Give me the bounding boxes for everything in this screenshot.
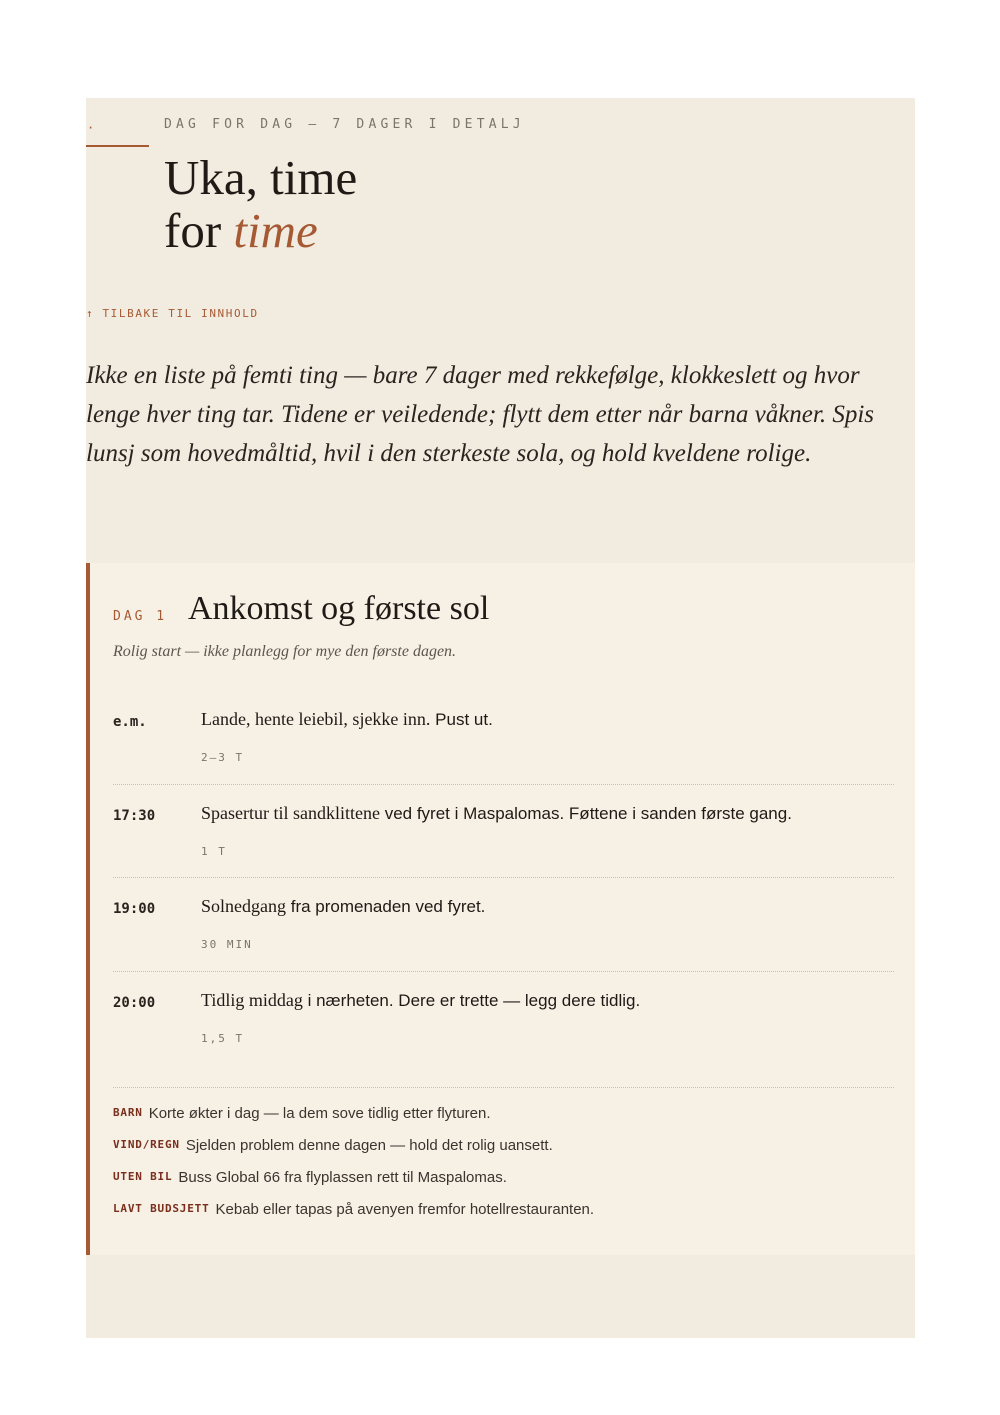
back-to-contents-link[interactable]: ↑ TILBAKE TIL INNHOLD (86, 307, 259, 320)
day-subtitle: Rolig start — ikke planlegg for mye den første dagen. (113, 643, 457, 660)
note-tag: BARN (113, 1106, 143, 1119)
event-description-sans: ved fyret i Maspalomas. Føttene i sanden første gang. (379, 804, 792, 823)
note-text: Buss Global 66 fra flyplassen rett til Maspalomas. (178, 1169, 507, 1186)
event-description (201, 990, 640, 1011)
note-children (113, 1105, 491, 1123)
divider (113, 971, 894, 972)
note-text: Sjelden problem denne dagen — hold det rolig uansett. (185, 1137, 553, 1154)
event-time: 17:30 (113, 808, 156, 824)
event-duration: 2–3 T (201, 751, 245, 764)
title-line-2-accent: time (233, 203, 318, 258)
intro-paragraph: Ikke en liste på femti ting — bare 7 dager med rekkefølge, klokkeslett og hvor lenge hver ting tar. Tidene er veiledende; flytt dem etter når barna våkner. Spis lunsj som hovedmåltid, hvil i den sterkeste sola, og hold kveldene rolige. (86, 362, 875, 467)
event-description-serif: Tidlig middag (201, 990, 303, 1010)
note-tag: UTEN BIL (113, 1170, 173, 1183)
event-description (201, 709, 493, 730)
day-title: Ankomst og første sol (188, 590, 490, 627)
event-description-sans: fra promenaden ved fyret. (286, 897, 486, 916)
divider (113, 877, 894, 878)
event-duration: 1 T (201, 845, 227, 858)
divider (113, 784, 894, 785)
event-description-serif: Solnedgang (201, 896, 286, 916)
title-line-1: Uka, time (164, 150, 358, 205)
event-description (201, 896, 485, 917)
note-budget (113, 1201, 594, 1219)
event-description-serif: Spasertur til sandklittene (201, 803, 380, 823)
event-description (201, 803, 792, 824)
title-line-2-prefix: for (164, 203, 234, 258)
note-text: Korte økter i dag — la dem sove tidlig etter flyturen. (148, 1105, 491, 1122)
event-time: 19:00 (113, 901, 156, 917)
day-1-card (86, 563, 915, 1255)
event-description-sans: Pust ut. (430, 710, 493, 729)
note-tag: LAVT BUDSJETT (113, 1202, 210, 1215)
page-title (164, 151, 357, 257)
itinerary-page (86, 98, 915, 1338)
event-time: 20:00 (113, 995, 156, 1011)
event-description-serif: Lande, hente leiebil, sjekke inn. (201, 709, 431, 729)
note-weather (113, 1137, 553, 1155)
section-eyebrow: DAG FOR DAG — 7 DAGER I DETALJ (164, 117, 525, 132)
event-duration: 30 MIN (201, 938, 253, 951)
event-time: e.m. (113, 714, 147, 730)
event-duration: 1,5 T (201, 1032, 245, 1045)
eyebrow-rule (86, 145, 149, 147)
day-label: DAG 1 (113, 609, 168, 624)
notes-divider (113, 1087, 894, 1088)
note-tag: VIND/REGN (113, 1138, 180, 1151)
event-description-sans: i nærheten. Dere er trette — legg dere tidlig. (302, 991, 641, 1010)
note-text: Kebab eller tapas på avenyen fremfor hotellrestauranten. (215, 1201, 595, 1218)
note-no-car (113, 1169, 507, 1187)
eyebrow-dot: · (87, 121, 95, 135)
